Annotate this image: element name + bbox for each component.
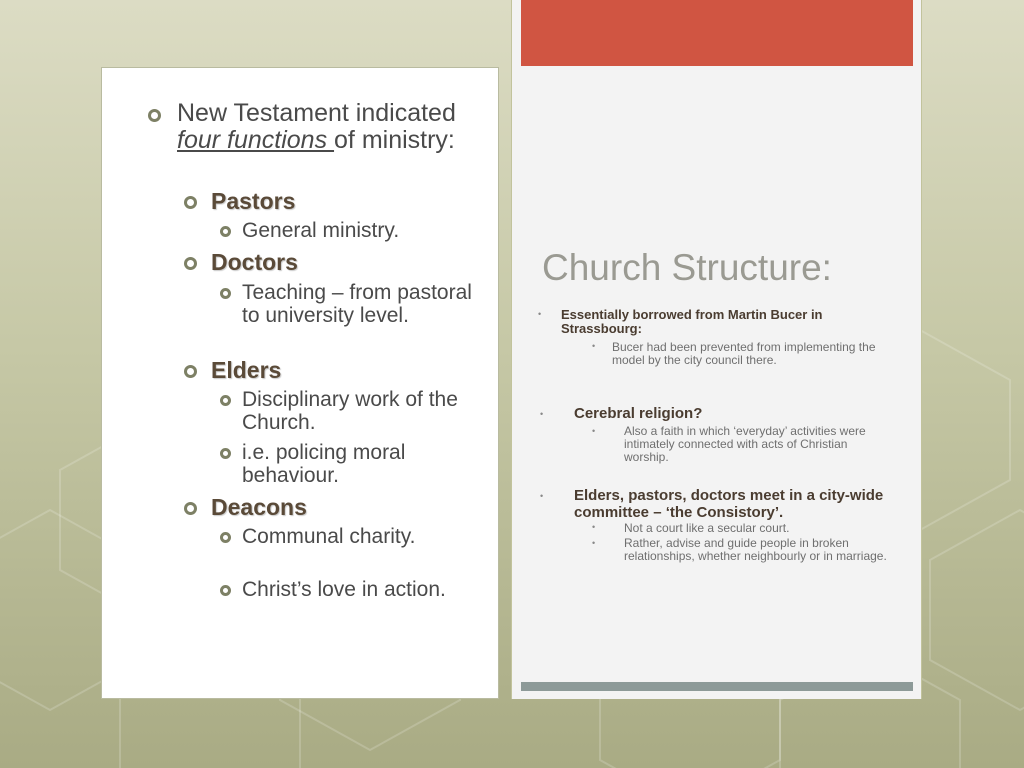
left-content-panel [101, 67, 499, 699]
bullet-dot-icon: • [540, 409, 544, 419]
bullet-dot-icon: • [540, 491, 544, 501]
bullet-ring-icon [220, 226, 231, 237]
bullet-ring-icon [184, 502, 197, 515]
role-item: General ministry. [242, 219, 400, 242]
bullet-ring-icon [184, 257, 197, 270]
bullet-ring-icon [220, 585, 231, 596]
sub-point-text: Bucer had been prevented from implementing the model by the city council there. [612, 340, 876, 367]
role-item: Christ’s love in action. [242, 578, 446, 601]
role-deacons: Deacons [211, 494, 307, 520]
role-pastors: Pastors [211, 188, 296, 214]
slide-title: Church Structure: [542, 247, 832, 288]
point-text: Cerebral religion? [574, 405, 703, 422]
right-slide-panel [511, 0, 922, 699]
role-item: Communal charity. [242, 525, 416, 548]
footer-accent-bar [521, 682, 913, 691]
bullet-ring-icon [220, 532, 231, 543]
sub-point-text: Not a court like a secular court. [624, 521, 790, 535]
role-doctors: Doctors [211, 249, 298, 275]
bullet-dot-icon: • [538, 309, 542, 319]
point-text: Elders, pastors, doctors meet in a city-wide committee – ‘the Consistory’. [574, 487, 884, 521]
sub-point-text: Also a faith in which ‘everyday’ activities were intimately connected with acts of Christian worship. [624, 424, 866, 464]
intro-text: New Testament indicated four functions of ministry: [177, 99, 456, 154]
bullet-ring-icon [220, 288, 231, 299]
bullet-ring-icon [220, 395, 231, 406]
role-item: Disciplinary work of the Church. [242, 388, 458, 434]
point-text: Essentially borrowed from Martin Bucer in Strassbourg: [561, 307, 823, 336]
bullet-dot-icon: • [592, 341, 596, 351]
role-item: Teaching – from pastoral to university level. [242, 281, 472, 327]
bullet-dot-icon: • [592, 522, 596, 532]
role-item: i.e. policing moral behaviour. [242, 441, 406, 487]
role-elders: Elders [211, 357, 282, 383]
bullet-ring-icon [148, 109, 161, 122]
title-accent-bar [521, 0, 913, 66]
bullet-ring-icon [184, 196, 197, 209]
bullet-ring-icon [220, 448, 231, 459]
sub-point-text: Rather, advise and guide people in broken relationships, whether neighbourly or in marriage. [624, 536, 887, 563]
bullet-ring-icon [184, 365, 197, 378]
bullet-dot-icon: • [592, 426, 596, 436]
bullet-dot-icon: • [592, 538, 596, 548]
